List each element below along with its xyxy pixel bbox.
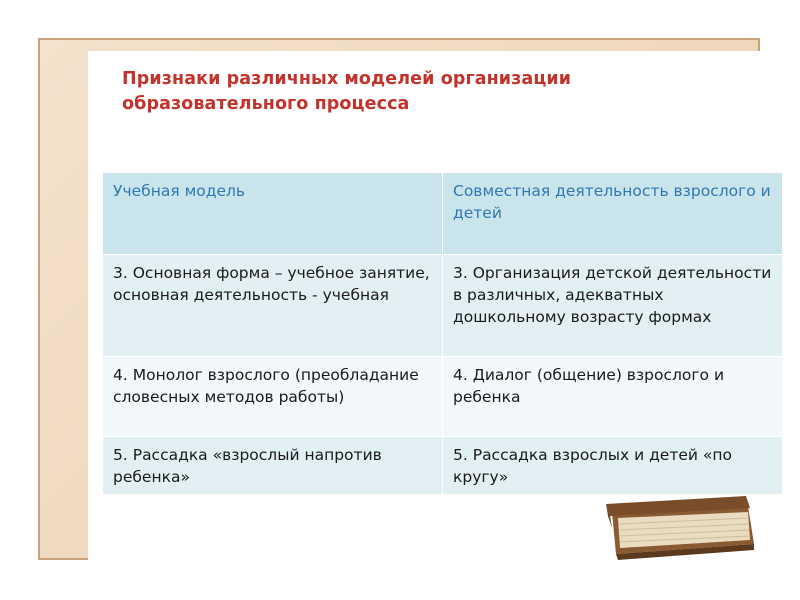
table-cell: 3. Основная форма – учебное занятие, основная деятельность - учебная <box>103 255 443 357</box>
table-cell: 3. Организация детской деятельности в различных, адекватных дошкольному возрасту формах <box>443 255 783 357</box>
table-row <box>103 357 783 437</box>
table-header-row <box>103 173 783 255</box>
table-cell: 4. Диалог (общение) взрослого и ребенка <box>443 357 783 437</box>
header-cell-learning-model: Учебная модель <box>103 173 443 255</box>
header-cell-joint-activity: Совместная деятельность взрослого и детей <box>443 173 783 255</box>
title-line-1: Признаки различных моделей организации <box>122 69 572 89</box>
comparison-table <box>102 172 783 495</box>
table-row <box>103 255 783 357</box>
page-title <box>122 67 682 117</box>
title-line-2: образовательного процесса <box>122 94 410 114</box>
table-cell: 5. Рассадка взрослых и детей «по кругу» <box>443 437 783 495</box>
table-row <box>103 437 783 495</box>
table-cell: 5. Рассадка «взрослый напротив ребенка» <box>103 437 443 495</box>
table-cell: 4. Монолог взрослого (преобладание словесных методов работы) <box>103 357 443 437</box>
